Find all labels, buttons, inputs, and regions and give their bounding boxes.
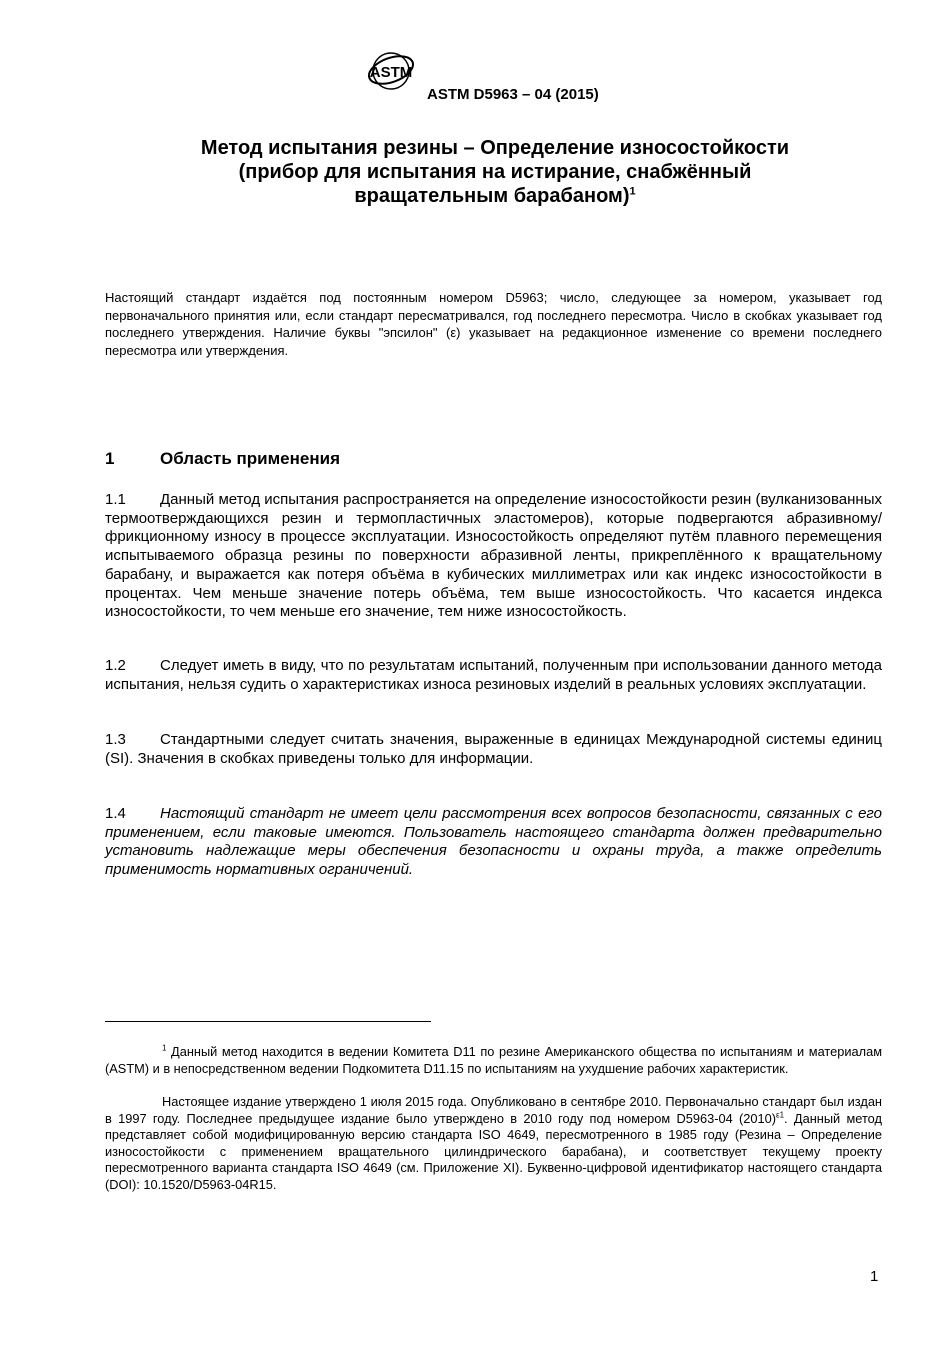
- paragraph-1-2: [105, 657, 882, 694]
- footnote-text: Данный метод находится в ведении Комитета D11 по резине Американского общества по испытаниям и материалам (ASTM) и в непосредственном ведении Подкомитета D11.15 по испытаниям на ухудшение рабочих характеристик.: [105, 1044, 883, 1076]
- paragraph-number: 1.3: [105, 731, 126, 748]
- section-title: Область применения: [160, 449, 341, 468]
- footnote-ref[interactable]: 1: [629, 185, 636, 198]
- footnote-divider: [105, 1021, 431, 1022]
- footnote-text: Настоящее издание утверждено 1 июля 2015 года. Опубликовано в сентябре 2010. Первоначально стандарт был издан в 1997 году. Последнее предыдущее издание было утверждено в 2010 году под номером D5963-04 (2010): [105, 1094, 882, 1126]
- section-heading: [105, 449, 340, 469]
- section-number: 1: [105, 449, 115, 468]
- astm-logo: [366, 42, 416, 100]
- footnote-mark: 1: [162, 1043, 167, 1053]
- intro-paragraph: Настоящий стандарт издаётся под постоянным номером D5963; число, следующее за номером, указывает год первоначального принятия или, если стандарт пересматривался, год последнего пересмотра. Число в скобках указывает год последнего утверждения. Наличие буквы "эпсилон" (ε) указывает на редакционное изменение со времени последнего пересмотра или утверждения.: [105, 290, 882, 358]
- paragraph-1-4: [105, 805, 882, 880]
- document-title: [100, 136, 890, 208]
- paragraph-text: Следует иметь в виду, что по результатам испытаний, полученным при использовании данного метода испытания, нельзя судить о характеристиках износа резиновых изделий в реальных условиях эксплуатации.: [105, 657, 882, 693]
- footnote-text: . Данный метод представляет собой модифицированную версию стандарта ISO 4649, пересмотренного в 1985 году (Резина – Определение износостойкости с применением вращательного цилиндрического барабана), и соответствует текущему проекту пересмотренного варианта стандарта ISO 4649 (см. Приложение XI). Буквенно-цифровой идентификатор настоящего стандарта (DOI): 10.1520/D5963-04R15.: [105, 1110, 882, 1192]
- paragraph-number: 1.4: [105, 805, 126, 822]
- title-line: Метод испытания резины – Определение износостойкости: [200, 137, 790, 159]
- title-line: вращательным барабаном): [354, 185, 630, 207]
- title-line: (прибор для испытания на истирание, снабжённый: [238, 161, 752, 183]
- paragraph-number: 1.2: [105, 657, 126, 674]
- paragraph-number: 1.1: [105, 491, 126, 508]
- document-id: ASTM D5963 – 04 (2015): [427, 86, 599, 103]
- paragraph-1-3: [105, 731, 882, 768]
- paragraph-text: Данный метод испытания распространяется на определение износостойкости резин (вулканизованных термоотверждающихся резин и термопластичных эластомеров), которые подвергаются абразивному/фрикционному износу в процессе эксплуатации. Износостойкость определяют путём плавного перемещения испытываемого образца резины по поверхности абразивной ленты, прикреплённого к вращательному барабану, и выражается как потеря объёма в кубических миллиметрах или как индекс износостойкости в процентах. Чем меньше значение потерь объёма, тем выше износостойкость. Что касается индекса износостойкости, то чем меньше его значение, тем ниже износостойкость.: [105, 491, 882, 621]
- svg-text:ASTM: ASTM: [369, 64, 413, 81]
- paragraph-1-1: [105, 491, 882, 622]
- epsilon-mark: ε1: [776, 1110, 785, 1120]
- paragraph-text: Настоящий стандарт не имеет цели рассмотрения всех вопросов безопасности, связанных с его применением, если таковые имеются. Пользователь настоящего стандарта должен предварительно установить надлежащие меры обеспечения безопасности и охраны труда, а также определить применимость нормативных ограничений.: [105, 805, 882, 879]
- page-number: 1: [870, 1268, 879, 1285]
- paragraph-text: Стандартными следует считать значения, выраженные в единицах Международной системы единиц (SI). Значения в скобках приведены только для информации.: [105, 731, 882, 767]
- footnote-2: [105, 1094, 882, 1193]
- footnote-1: [105, 1044, 882, 1077]
